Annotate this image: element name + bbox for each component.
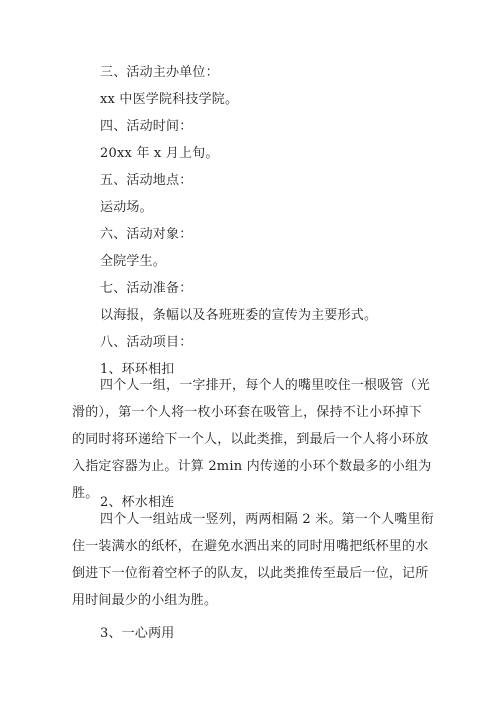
section-text-preparation: 以海报，条幅以及各班班委的宣传为主要形式。	[100, 308, 378, 323]
section-text-time: 20xx 年 x 月上旬。	[100, 146, 219, 161]
item-title-1: 1、环环相扣	[100, 362, 175, 377]
item-text-2: 四个人一组站成一竖列，两两相隔 2 米。第一个人嘴里衔住一装满水的纸杯，在避免水洒出来的同时用嘴把纸杯里的水倒进下一位衔着空杯子的队友，以此类推传至最后一位，记所用时间最少的小组为胜。	[72, 512, 434, 608]
section-heading-time: 四、活动时间：	[100, 119, 193, 134]
section-text-audience: 全院学生。	[100, 254, 167, 269]
item-title-3: 3、一心两用	[100, 626, 175, 641]
section-heading-location: 五、活动地点：	[100, 173, 193, 188]
section-heading-organizer: 三、活动主办单位：	[100, 65, 219, 80]
item-title-2: 2、杯水相连	[100, 495, 175, 510]
item-text-1: 四个人一组，一字排开，每个人的嘴里咬住一根吸管（光滑的），第一个人将一枚小环套在吸管上，保持不让小环掉下的同时将环递给下一个人，以此类推，到最后一个人将小环放入指定容器为止。计算 2min 内传递的小环个数最多的小组为胜。	[72, 378, 432, 501]
section-heading-preparation: 七、活动准备：	[100, 281, 193, 296]
section-heading-audience: 六、活动对象：	[100, 227, 193, 242]
section-text-location: 运动场。	[100, 200, 153, 215]
section-text-organizer: xx 中医学院科技学院。	[100, 92, 239, 107]
section-heading-projects: 八、活动项目：	[100, 335, 193, 350]
